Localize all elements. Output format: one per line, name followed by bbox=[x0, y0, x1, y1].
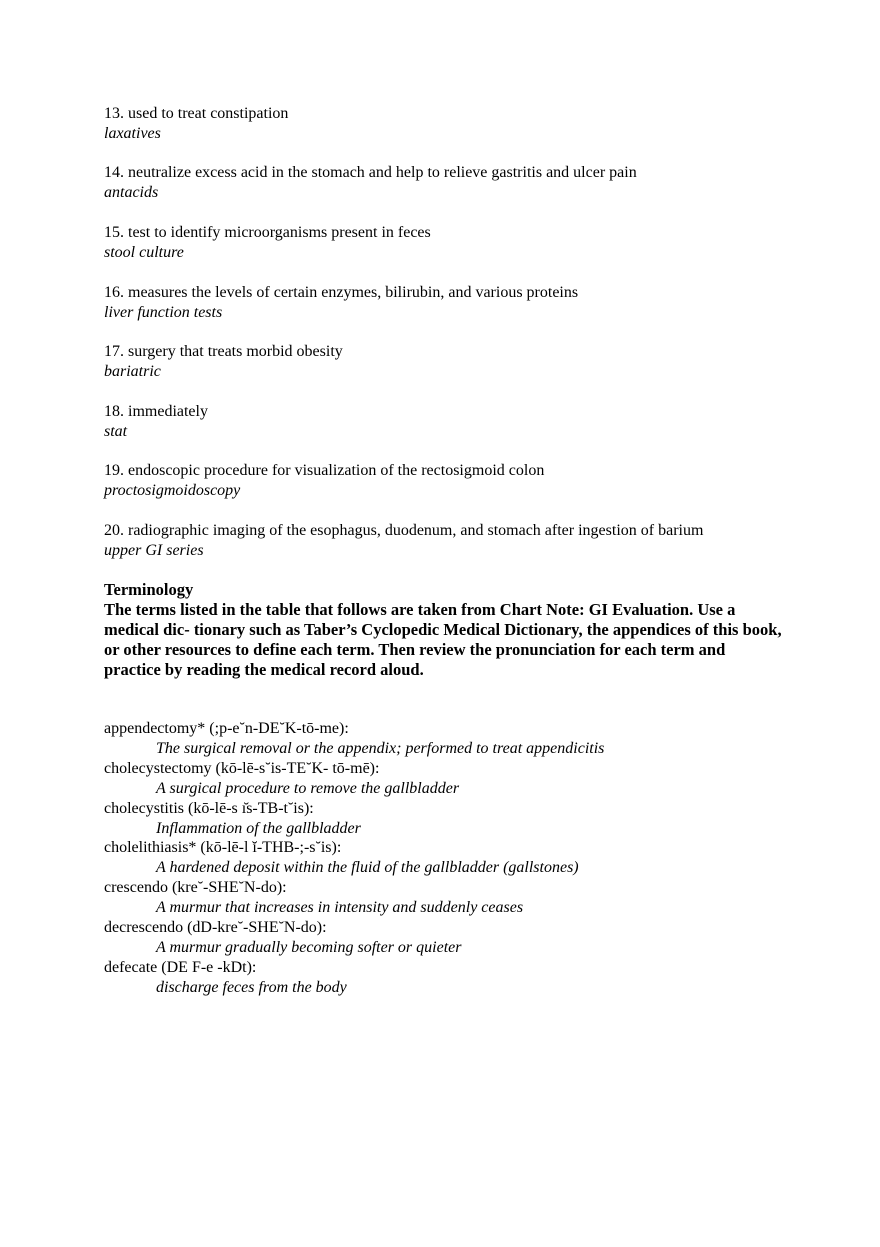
question-prompt: 17. surgery that treats morbid obesity bbox=[104, 343, 343, 360]
term-name: cholelithiasis* (kō-lē-l ĭ-THB-;-s˘is): bbox=[104, 839, 342, 857]
question-prompt: 16. measures the levels of certain enzymes, bilirubin, and various proteins bbox=[104, 284, 579, 301]
question-prompt: 14. neutralize excess acid in the stomach and help to relieve gastritis and ulcer pain bbox=[104, 164, 637, 181]
term-name: defecate (DE F-e -kDt): bbox=[104, 958, 257, 976]
term-name: appendectomy* (;p-e˘n-DE˘K-tō-me): bbox=[104, 720, 349, 737]
term-definition: The surgical removal or the appendix; performed to treat appendicitis bbox=[156, 739, 605, 757]
term-definition: Inflammation of the gallbladder bbox=[156, 819, 361, 837]
term-definition: A murmur gradually becoming softer or quieter bbox=[156, 938, 462, 956]
question-answer: antacids bbox=[104, 184, 159, 201]
question-answer: proctosigmoidoscopy bbox=[104, 482, 241, 499]
terminology-intro: The terms listed in the table that follows are taken from Chart Note: GI Evaluation. Use a medical dic- tionary such as Taber’s Cyclopedic Medical Dictionary, the appendices of this book, or other resources to define each term. Then review the pronunciation for each term and practice by reading the medical record aloud. bbox=[104, 600, 782, 679]
terminology-section-heading bbox=[104, 580, 784, 680]
term-name: cholecystectomy (kō-lē-s˘is-TE˘K- tō-mē): bbox=[104, 759, 380, 777]
question-prompt: 18. immediately bbox=[104, 403, 208, 420]
question-13 bbox=[104, 104, 824, 144]
term-definition: A surgical procedure to remove the gallbladder bbox=[156, 779, 460, 797]
question-14 bbox=[104, 163, 824, 203]
terminology-title: Terminology bbox=[104, 580, 194, 599]
terminology-list bbox=[104, 719, 804, 998]
term-name: crescendo (kre˘-SHE˘N-do): bbox=[104, 879, 287, 897]
question-prompt: 13. used to treat constipation bbox=[104, 105, 289, 122]
question-answer: stool culture bbox=[104, 244, 184, 261]
question-15 bbox=[104, 223, 824, 263]
question-prompt: 20. radiographic imaging of the esophagus, duodenum, and stomach after ingestion of barium bbox=[104, 522, 704, 539]
question-answer: upper GI series bbox=[104, 542, 204, 559]
term-definition: A murmur that increases in intensity and suddenly ceases bbox=[156, 899, 524, 917]
question-17 bbox=[104, 342, 824, 382]
question-answer: bariatric bbox=[104, 363, 161, 380]
term-name: cholecystitis (kō-lē-s ı̆s-TB-t˘is): bbox=[104, 799, 314, 817]
question-20 bbox=[104, 521, 824, 561]
question-answer: liver function tests bbox=[104, 304, 223, 321]
question-16 bbox=[104, 283, 824, 323]
term-definition: A hardened deposit within the fluid of the gallbladder (gallstones) bbox=[156, 859, 579, 877]
term-name: decrescendo (dD-kre˘-SHE˘N-do): bbox=[104, 919, 327, 937]
question-answer: stat bbox=[104, 423, 128, 440]
question-answer: laxatives bbox=[104, 125, 161, 142]
question-prompt: 19. endoscopic procedure for visualization of the rectosigmoid colon bbox=[104, 462, 545, 479]
question-19 bbox=[104, 461, 824, 501]
question-18 bbox=[104, 402, 824, 442]
question-prompt: 15. test to identify microorganisms present in feces bbox=[104, 224, 431, 241]
term-definition: discharge feces from the body bbox=[156, 978, 347, 996]
